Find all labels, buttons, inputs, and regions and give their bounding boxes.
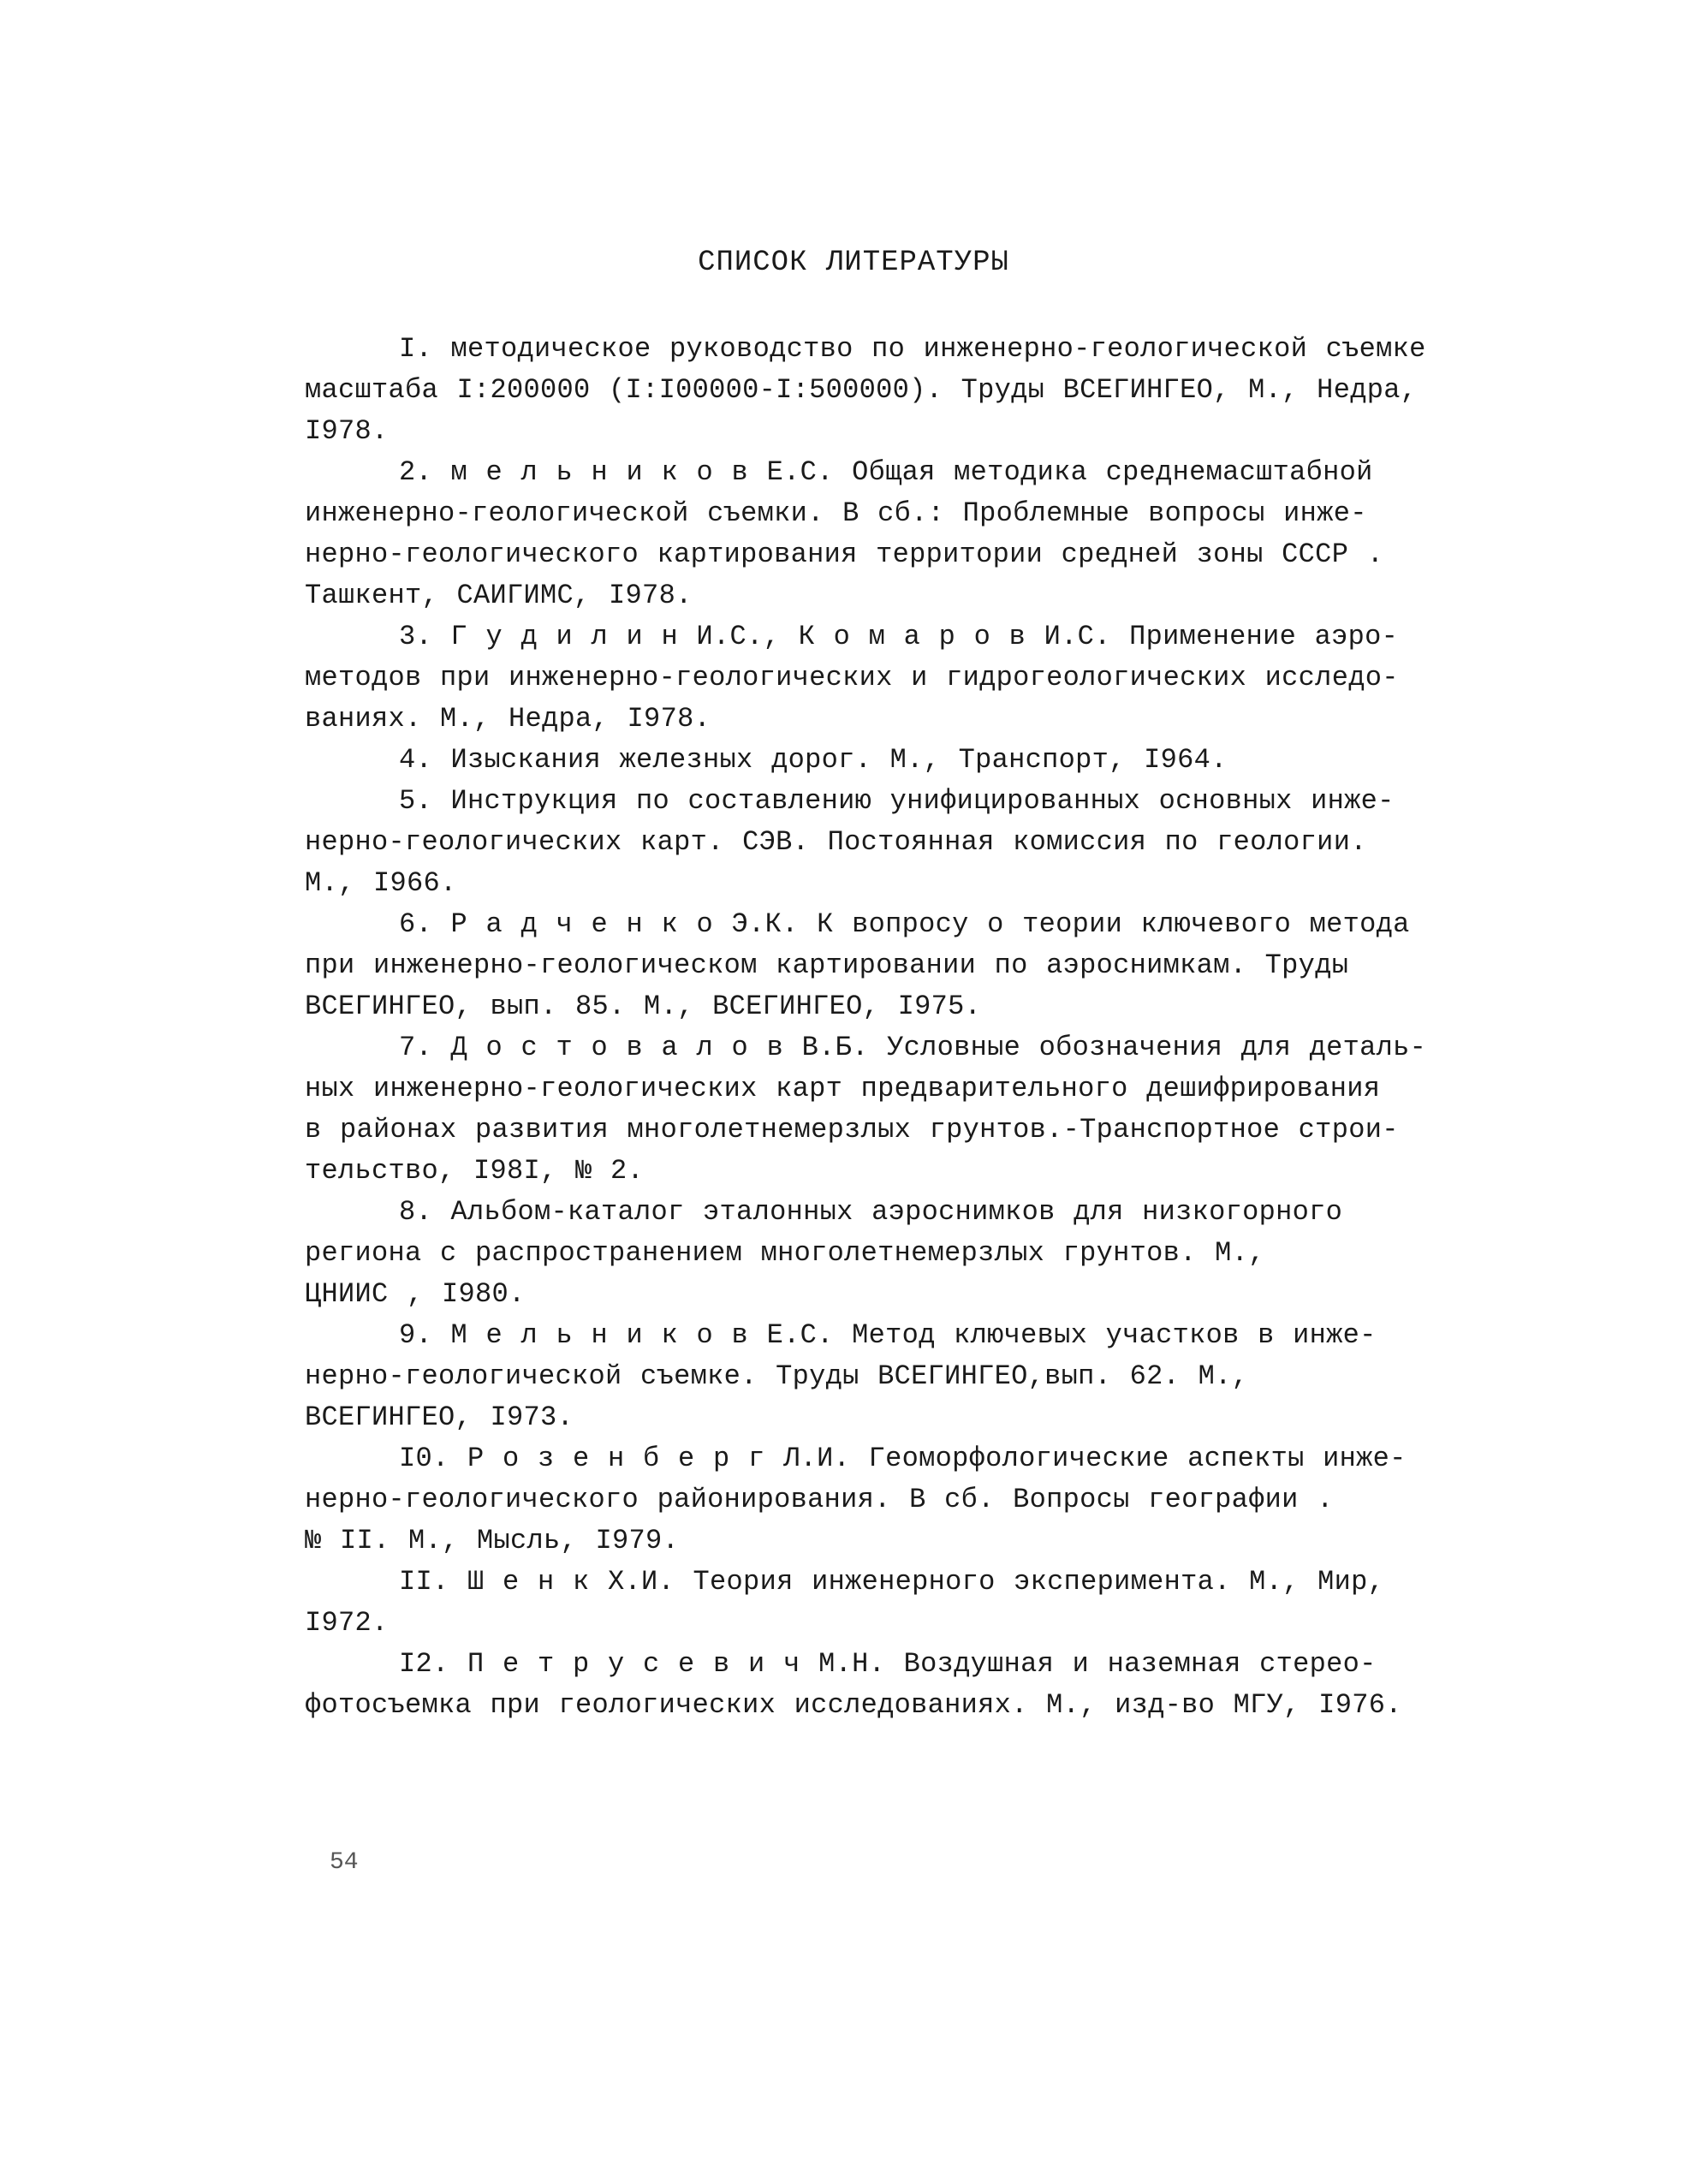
reference-line: 2. м е л ь н и к о в Е.С. Общая методика среднемасштабной [399,456,1373,488]
reference-line: II. Ш е н к Х.И. Теория инженерного эксперимента. М., Мир, [399,1566,1385,1598]
reference-line: 7. Д о с т о в а л о в В.Б. Условные обозначения для деталь- [399,1032,1427,1063]
reference-item [305,740,1443,781]
reference-line: 8. Альбом-каталог эталонных аэроснимков для низкогорного [399,1196,1343,1228]
reference-line: при инженерно-геологическом картировании по аэроснимкам. Труды [305,949,1349,981]
reference-item [305,1562,1443,1644]
reference-line: М., I966. [305,867,457,899]
reference-line: нерно-геологической съемке. Труды ВСЕГИНГЕО,вып. 62. М., [305,1360,1249,1392]
reference-line: в районах развития многолетнемерзлых грунтов.-Транспортное строи- [305,1114,1399,1146]
reference-item [305,329,1443,452]
reference-line: нерно-геологических карт. СЭВ. Постоянная комиссия по геологии. [305,826,1367,858]
reference-item [305,1192,1443,1315]
reference-line: I. методическое руководство по инженерно-геологической съемке [399,333,1426,365]
reference-line: 5. Инструкция по составлению унифицированных основных инже- [399,785,1395,817]
reference-line: ных инженерно-геологических карт предварительного дешифрирования [305,1073,1381,1104]
reference-item [305,616,1443,740]
reference-line: методов при инженерно-геологических и гидрогеологических исследо- [305,662,1399,693]
reference-line: Ташкент, САИГИМС, I978. [305,580,693,611]
reference-item [305,1438,1443,1562]
reference-list [305,329,1443,1726]
reference-item [305,1644,1443,1726]
reference-line: № II. М., Мысль, I979. [305,1525,680,1556]
reference-line: нерно-геологического картирования территории средней зоны СССР . [305,539,1384,570]
reference-line: масштаба I:200000 (I:I00000-I:500000). Труды ВСЕГИНГЕО, М., Недра, [305,374,1418,406]
reference-item [305,452,1443,616]
page-number: 54 [330,1849,359,1876]
reference-line: I2. П е т р у с е в и ч М.Н. Воздушная и наземная стерео- [399,1648,1377,1680]
reference-line: 6. Р а д ч е н к о Э.К. К вопросу о теории ключевого метода [399,908,1410,940]
page-title: СПИСОК ЛИТЕРАТУРЫ [698,247,1009,279]
reference-line: ваниях. М., Недра, I978. [305,703,711,735]
reference-line: инженерно-геологической съемки. В сб.: Проблемные вопросы инже- [305,497,1367,529]
reference-item [305,904,1443,1027]
reference-line: фотосъемка при геологических исследованиях. М., изд-во МГУ, I976. [305,1689,1402,1721]
reference-item [305,1315,1443,1438]
reference-line: I0. Р о з е н б е р г Л.И. Геоморфологические аспекты инже- [399,1443,1407,1474]
reference-line: ВСЕГИНГЕО, I973. [305,1401,574,1433]
reference-line: 9. М е л ь н и к о в Е.С. Метод ключевых участков в инже- [399,1319,1377,1351]
reference-line: нерно-геологического районирования. В сб. Вопросы географии . [305,1484,1334,1515]
reference-line: 3. Г у д и л и н И.С., К о м а р о в И.С. Применение аэро- [399,621,1399,652]
reference-line: тельство, I98I, № 2. [305,1155,645,1187]
reference-line: региона с распространением многолетнемерзлых грунтов. М., [305,1237,1265,1269]
reference-line: ВСЕГИНГЕО, вып. 85. М., ВСЕГИНГЕО, I975. [305,991,982,1022]
reference-line: ЦНИИС , I980. [305,1278,526,1310]
reference-item [305,781,1443,904]
reference-item [305,1027,1443,1192]
reference-line: I972. [305,1607,389,1639]
reference-line: 4. Изыскания железных дорог. М., Транспорт, I964. [399,744,1228,776]
reference-line: I978. [305,415,389,447]
